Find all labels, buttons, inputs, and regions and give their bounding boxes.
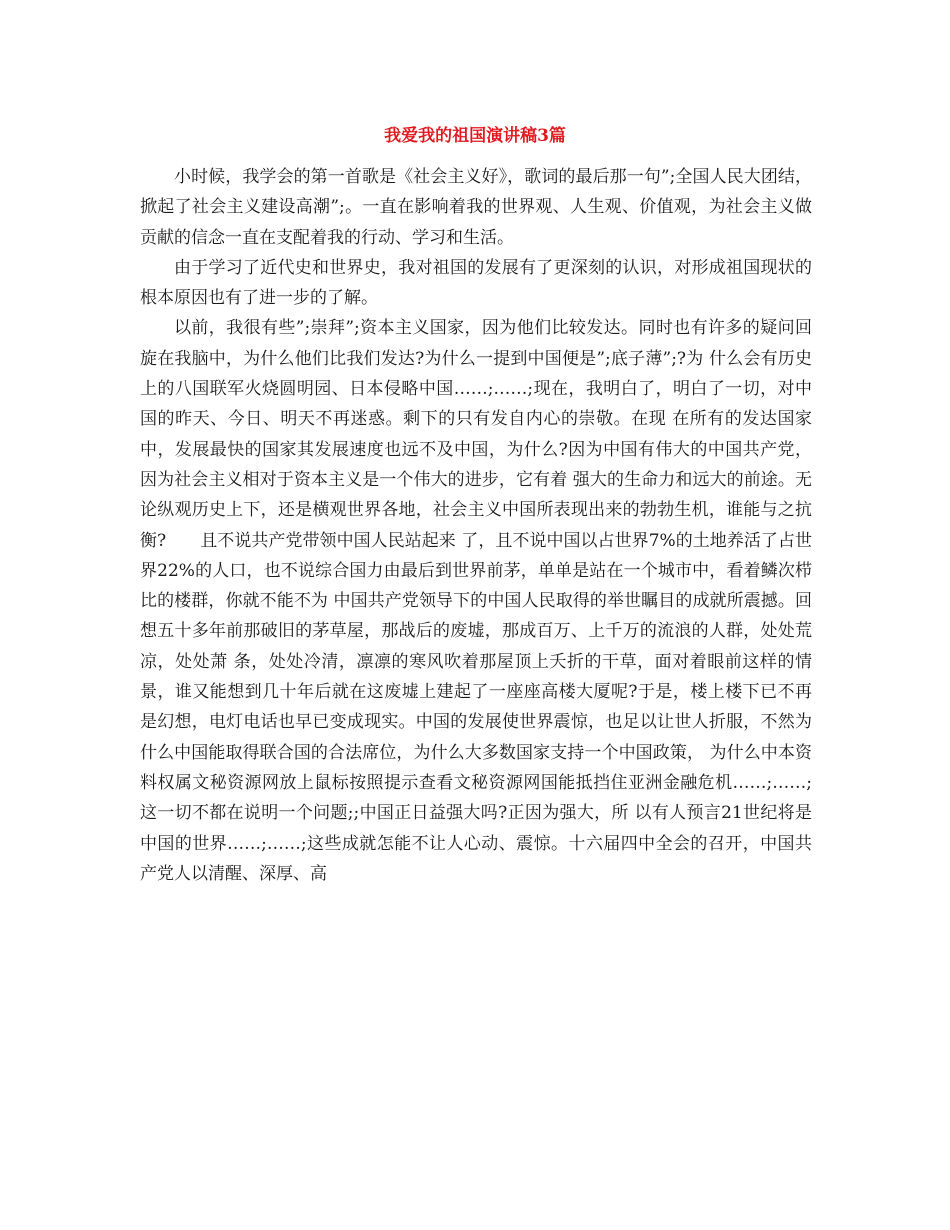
- document-title: 我爱我的祖国演讲稿3篇: [384, 126, 566, 146]
- paragraph-3: 以前，我很有些”;崇拜”;资本主义国家，因为他们比较发达。同时也有许多的疑问回旋在我脑中，为什么他们比我们发达?为什么一提到中国便是”;底子薄”;?为 什么会有历史上的八国联军火烧圆明园、日本侵略中国……;……;现在，我明白了，明白了一切，对中国的昨天、今日、明天不再迷惑。剩下的只有发自内心的崇敬。在现 在所有的发达国家中，发展最快的国家其发展速度也远不及中国，为什么?因为中国有伟大的中国共产党，因为社会主义相对于资本主义是一个伟大的进步，它有着 强大的生命力和远大的前途。无论纵观历史上下，还是横观世界各地，社会主义中国所表现出来的勃勃生机，谁能与之抗衡? 且不说共产党带领中国人民站起来 了，且不说中国以占世界7%的土地养活了占世界22%的人口，也不说综合国力由最后到世界前茅，单单是站在一个城市中，看着鳞次栉比的楼群，你就不能不为 中国共产党领导下的中国人民取得的举世瞩目的成就所震撼。回想五十多年前那破旧的茅草屋，那战后的废墟，那成百万、上千万的流浪的人群，处处荒凉，处处萧 条，处处冷清，凛凛的寒风吹着那屋顶上夭折的干草，面对着眼前这样的情景，谁又能想到几十年后就在这废墟上建起了一座座高楼大厦呢?于是，楼上楼下已不再 是幻想，电灯电话也早已变成现实。中国的发展使世界震惊，也足以让世人折服，不然为什么中国能取得联合国的合法席位，为什么大多数国家支持一个中国政策， 为什么中本资料权属文秘资源网放上鼠标按照提示查看文秘资源网国能抵挡住亚洲金融危机……;……;这一切不都在说明一个问题;;中国正日益强大吗?正因为强大，所 以有人预言21世纪将是中国的世界……;……;这些成就怎能不让人心动、震惊。十六届四中全会的召开，中国共产党人以清醒、深厚、高: [140, 318, 812, 884]
- paragraph-1: 小时候，我学会的第一首歌是《社会主义好》，歌词的最后那一句”;全国人民大团结，掀起了社会主义建设高潮”;。一直在影响着我的世界观、人生观、价值观，为社会主义做贡献的信念一直在支配着我的行动、学习和生活。: [140, 167, 812, 248]
- document-body: [140, 162, 812, 889]
- paragraph-2: 由于学习了近代史和世界史，我对祖国的发展有了更深刻的认识，对形成祖国现状的根本原因也有了进一步的了解。: [140, 257, 812, 309]
